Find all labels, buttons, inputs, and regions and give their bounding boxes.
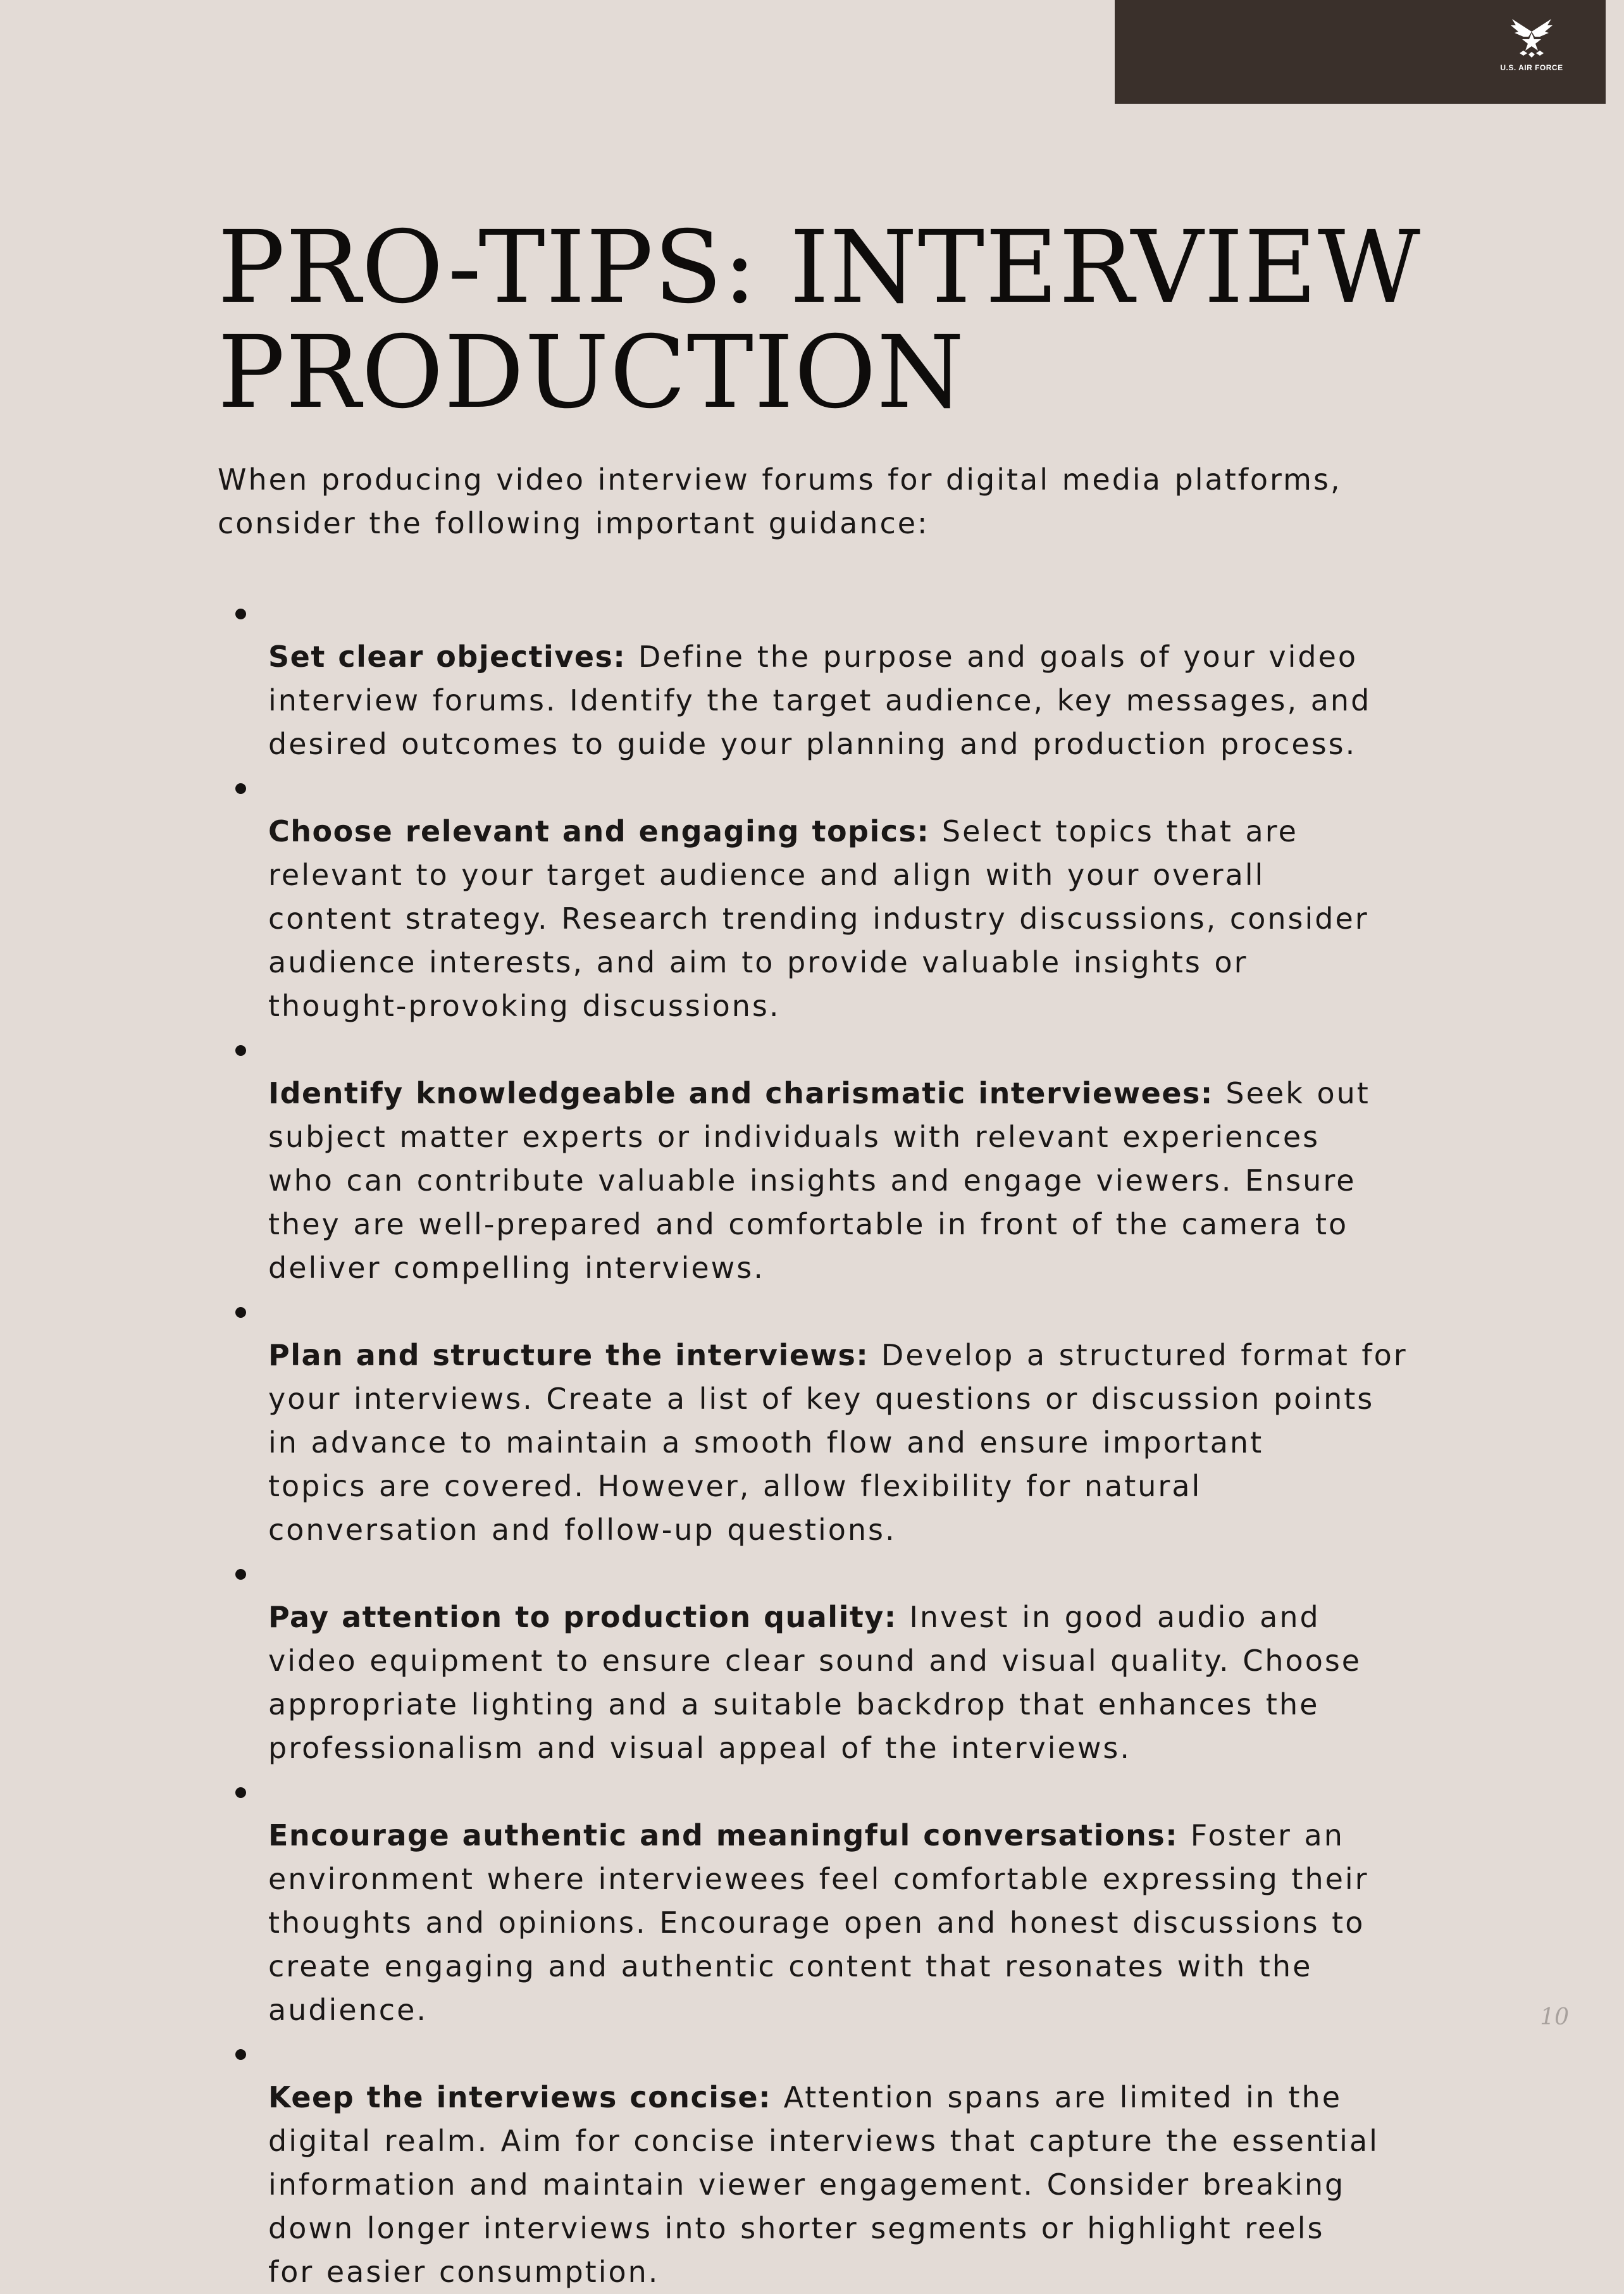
- page-title-line-2: PRODUCTION: [218, 314, 965, 431]
- tip-title: Plan and structure the interviews:: [268, 1338, 869, 1372]
- logo-text: U.S. AIR FORCE: [1500, 63, 1563, 72]
- tip-title: Identify knowledgeable and charismatic interviewees:: [268, 1076, 1213, 1110]
- bullet-icon: [235, 1045, 246, 1056]
- list-item: [218, 592, 1420, 766]
- tip-title: Choose relevant and engaging topics:: [268, 814, 930, 848]
- tip-title: Keep the interviews concise:: [268, 2080, 771, 2114]
- tip-body: Attention spans are limited in the digital realm. Aim for concise interviews that capture the essential information and maintain viewer engagement. Consider breaking down longer interviews into shorter segments or highlight reels for easier consumption.: [268, 2080, 1379, 2289]
- tip-body: Select topics that are relevant to your target audience and align with your overall content strategy. Research trending industry discussions, consider audience interests, and aim to provide valuable insights or thought-provoking discussions.: [268, 814, 1369, 1023]
- tip-body: Seek out subject matter experts or individuals with relevant experiences who can contribute valuable insights and engage viewers. Ensure they are well-prepared and comfortable in front of the camera to deliver compelling interviews.: [268, 1076, 1370, 1285]
- bullet-icon: [235, 1569, 246, 1580]
- air-force-logo: [1491, 18, 1573, 81]
- bullet-icon: [235, 1787, 246, 1798]
- tip-body: Develop a structured format for your interviews. Create a list of key questions or discussion points in advance to maintain a smooth flow and ensure important topics are covered. However, allow flexibility for natural conversation and follow-up questions.: [268, 1338, 1408, 1547]
- list-item: [218, 1290, 1420, 1552]
- tip-title: Encourage authentic and meaningful conversations:: [268, 1818, 1179, 1852]
- list-item: [218, 2032, 1420, 2294]
- bullet-icon: [235, 609, 246, 619]
- tip-title: Pay attention to production quality:: [268, 1600, 897, 1634]
- air-force-wings-icon: [1509, 18, 1554, 58]
- list-item: [218, 766, 1420, 1028]
- tip-body: Foster an environment where interviewees feel comfortable expressing their thoughts and opinions. Encourage open and honest discussions to create engaging and authentic content that resonates with the audience.: [268, 1818, 1369, 2027]
- bullet-icon: [235, 2049, 246, 2060]
- intro-paragraph: When producing video interview forums for digital media platforms, consider the following important guidance:: [218, 462, 1342, 540]
- tips-list: [218, 592, 1420, 2294]
- tip-body: Define the purpose and goals of your video interview forums. Identify the target audience, key messages, and desired outcomes to guide your planning and production process.: [268, 640, 1372, 761]
- list-item: [218, 1552, 1420, 1770]
- tip-title: Set clear objectives:: [268, 640, 626, 674]
- page-title: [218, 209, 1483, 431]
- page-title-line-1: PRO-TIPS: INTERVIEW: [218, 209, 1422, 326]
- bullet-icon: [235, 1307, 246, 1318]
- page-number: 10: [1540, 2004, 1569, 2030]
- tip-body: Invest in good audio and video equipment to ensure clear sound and visual quality. Choose appropriate lighting and a suitable backdrop that enhances the professionalism and visual appeal of the interviews.: [268, 1600, 1362, 1765]
- list-item: [218, 1028, 1420, 1290]
- list-item: [218, 1770, 1420, 2032]
- bullet-icon: [235, 783, 246, 794]
